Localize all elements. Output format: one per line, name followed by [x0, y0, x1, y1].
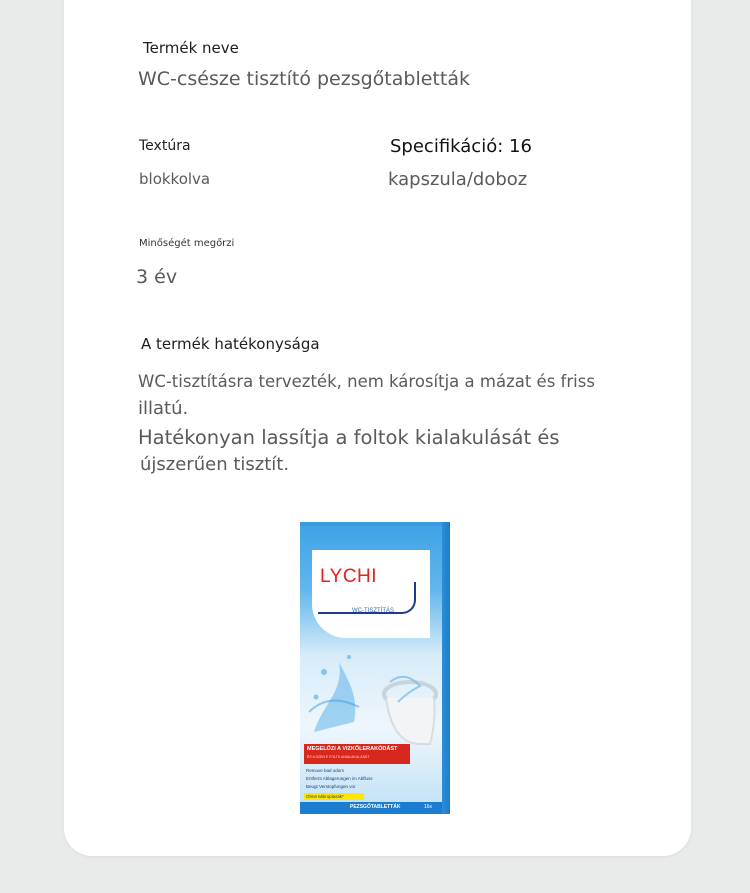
effectiveness-label: A termék hatékonysága [141, 335, 320, 353]
specification-label: Specifikáció: 16 [390, 136, 532, 157]
shelf-life-label: Minőségét megőrzi [139, 238, 235, 249]
package-bottom-label: PEZSGŐTABLETTÁK [350, 804, 401, 810]
package-feature-1: Remove bad odors [306, 768, 345, 773]
package-side [442, 522, 450, 814]
shelf-life-value: 3 év [136, 266, 178, 288]
effectiveness-text-2a: Hatékonyan lassítja a foltok kialakulását és [138, 426, 560, 449]
texture-value: blokkolva [139, 170, 211, 188]
package-feature-4: Ohne Mikroplastik* [306, 794, 344, 799]
texture-label: Textúra [139, 138, 191, 154]
effectiveness-text-1b: illatú. [138, 398, 189, 419]
effectiveness-text-1a: WC-tisztításra tervezték, nem károsítja a mázat és friss [138, 372, 595, 391]
product-package-image [300, 522, 450, 814]
package-subtitle: WC-TISZTÍTÁS [352, 608, 394, 614]
package-red-title: MEGELŐZI A VIZKŐLERAKÓDÁST [307, 746, 398, 752]
package-count: 16x [424, 804, 433, 810]
package-feature-3: Beugt Verstopfungen vor [306, 784, 356, 789]
product-name-label: Termék neve [143, 39, 239, 57]
toilet-bowl-icon [370, 672, 440, 752]
effectiveness-text-2b: újszerűen tisztít. [140, 454, 290, 475]
package-red-subtitle: ÉS A SZEN E FOLTK ANIALAKULÁSÁT [307, 755, 370, 759]
specification-value: kapszula/doboz [388, 169, 528, 190]
package-brand-logo: LYCHI [320, 566, 378, 587]
water-splash-icon [304, 642, 374, 742]
package-feature-2: Entfernt Ablagerungen im Abfluss [306, 776, 373, 781]
product-name-value: WC-csésze tisztító pezsgőtabletták [138, 68, 470, 90]
